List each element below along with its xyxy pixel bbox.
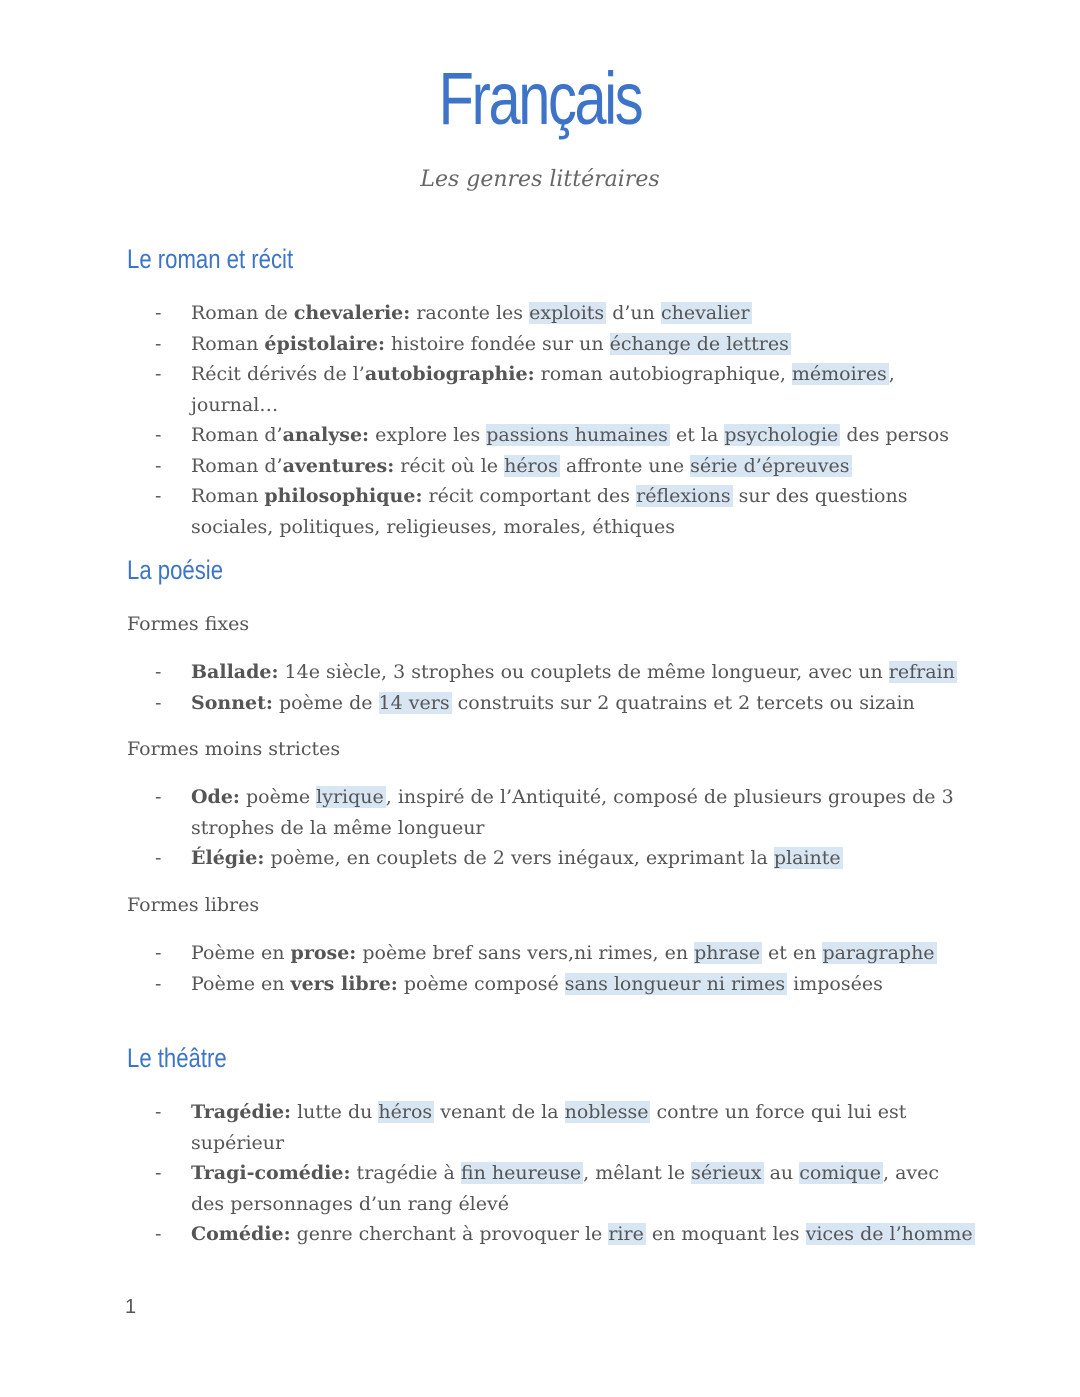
- term-bold: analyse:: [282, 424, 370, 446]
- highlighted-text: héros: [504, 454, 558, 477]
- highlighted-text: sérieux: [691, 1162, 762, 1184]
- item-text: imposées: [787, 972, 883, 995]
- item-text: Roman: [191, 332, 265, 355]
- list-formes-libres: [155, 938, 975, 999]
- item-text: contre un force qui lui est supérieur: [191, 1101, 907, 1154]
- page-title: Français: [438, 57, 642, 140]
- item-text: poème composé: [397, 972, 565, 995]
- highlighted-text: réflexions: [636, 485, 731, 507]
- term-bold: Ballade:: [191, 661, 279, 683]
- list-item: [155, 1097, 975, 1158]
- item-text: et la: [669, 424, 725, 446]
- term-bold: vers libre:: [290, 972, 398, 995]
- item-text: genre cherchant à provoquer le: [290, 1223, 609, 1245]
- item-text: histoire fondée sur un: [384, 332, 610, 355]
- list-roman: [155, 298, 975, 542]
- item-text: Poème en: [191, 942, 291, 964]
- term-bold: Tragi-comédie:: [191, 1162, 351, 1184]
- item-text: récit comportant des: [422, 485, 637, 507]
- highlighted-text: vices de l’homme: [805, 1223, 973, 1245]
- item-text: , inspiré de l’Antiquité, composé de plusieurs groupes de 3 strophes de la même longueur: [191, 786, 954, 839]
- item-text: Poème en: [191, 972, 291, 995]
- item-text: en moquant les: [645, 1223, 806, 1245]
- item-text: Roman de: [191, 302, 294, 324]
- subheading-formes-fixes: Formes fixes: [127, 613, 250, 635]
- list-formes-fixes: [155, 657, 975, 718]
- item-text: 14e siècle, 3 strophes ou couplets de même longueur, avec un: [278, 661, 889, 683]
- page-number: 1: [125, 1296, 137, 1318]
- item-text: construits sur 2 quatrains et 2 tercets ou sizain: [451, 691, 915, 714]
- item-text: affronte une: [559, 454, 691, 477]
- item-text: Récit dérivés de l’: [191, 363, 365, 385]
- item-text: roman autobiographique,: [534, 363, 792, 385]
- page-subtitle: Les genres littéraires: [420, 167, 660, 192]
- highlighted-text: sans longueur ni rimes: [564, 972, 786, 995]
- item-text: Roman d’: [191, 424, 283, 446]
- highlighted-text: échange de lettres: [609, 332, 789, 355]
- list-item: [155, 481, 975, 542]
- list-item: [155, 782, 975, 843]
- highlighted-text: plainte: [773, 847, 841, 869]
- highlighted-text: phrase: [694, 942, 760, 964]
- item-text: d’un: [606, 302, 661, 324]
- highlighted-text: exploits: [529, 302, 605, 324]
- term-bold: Élégie:: [191, 847, 265, 869]
- item-text: venant de la: [434, 1101, 565, 1123]
- term-bold: Comédie:: [191, 1223, 291, 1245]
- item-text: , journal…: [191, 363, 895, 416]
- term-bold: Sonnet:: [191, 691, 273, 714]
- item-text: Roman d’: [191, 454, 283, 477]
- highlighted-text: comique: [799, 1162, 882, 1184]
- list-item: [155, 969, 975, 1000]
- term-bold: Ode:: [191, 786, 240, 808]
- list-item: [155, 938, 975, 969]
- highlighted-text: fin heureuse: [460, 1162, 582, 1184]
- term-bold: Tragédie:: [191, 1101, 292, 1123]
- highlighted-text: série d’épreuves: [690, 454, 850, 477]
- list-item: [155, 359, 975, 420]
- term-bold: philosophique:: [264, 485, 423, 507]
- item-text: récit où le: [394, 454, 505, 477]
- list-item: [155, 657, 975, 688]
- item-text: , avec des personnages d’un rang élevé: [191, 1162, 940, 1215]
- list-theatre: [155, 1097, 975, 1250]
- term-bold: prose:: [290, 942, 357, 964]
- item-text: , mêlant le: [583, 1162, 692, 1184]
- subheading-formes-moins-strictes: Formes moins strictes: [127, 738, 341, 760]
- highlighted-text: lyrique: [316, 786, 384, 808]
- item-text: lutte du: [291, 1101, 379, 1123]
- highlighted-text: 14 vers: [378, 691, 450, 714]
- section-heading-poesie: La poésie: [127, 555, 224, 585]
- term-bold: épistolaire:: [264, 332, 385, 355]
- highlighted-text: rire: [608, 1223, 644, 1245]
- item-text: et en: [761, 942, 823, 964]
- highlighted-text: noblesse: [564, 1101, 649, 1123]
- subheading-formes-libres: Formes libres: [127, 894, 260, 916]
- term-bold: autobiographie:: [364, 363, 535, 385]
- item-text: poème bref sans vers,ni rimes, en: [356, 942, 695, 964]
- highlighted-text: chevalier: [660, 302, 750, 324]
- item-text: au: [763, 1162, 800, 1184]
- highlighted-text: passions humaines: [486, 424, 668, 446]
- item-text: poème de: [272, 691, 379, 714]
- highlighted-text: mémoires: [791, 363, 887, 385]
- highlighted-text: psychologie: [724, 424, 839, 446]
- highlighted-text: paragraphe: [822, 942, 935, 964]
- item-text: poème: [239, 786, 317, 808]
- term-bold: aventures:: [282, 454, 395, 477]
- item-text: sur des questions sociales, politiques, religieuses, morales, éthiques: [191, 485, 908, 538]
- item-text: tragédie à: [350, 1162, 461, 1184]
- item-text: raconte les: [410, 302, 530, 324]
- list-formes-moins-strictes: [155, 782, 975, 874]
- list-item: [155, 1219, 975, 1250]
- highlighted-text: héros: [378, 1101, 433, 1123]
- list-item: [155, 451, 975, 482]
- item-text: explore les: [369, 424, 487, 446]
- term-bold: chevalerie:: [293, 302, 411, 324]
- item-text: des persos: [840, 424, 949, 446]
- section-heading-theatre: Le théâtre: [127, 1043, 227, 1073]
- list-item: [155, 420, 975, 451]
- item-text: Roman: [191, 485, 265, 507]
- list-item: [155, 298, 975, 329]
- list-item: [155, 329, 975, 360]
- highlighted-text: refrain: [888, 661, 955, 683]
- list-item: [155, 1158, 975, 1219]
- list-item: [155, 688, 975, 719]
- list-item: [155, 843, 975, 874]
- section-heading-roman: Le roman et récit: [127, 244, 294, 274]
- item-text: poème, en couplets de 2 vers inégaux, exprimant la: [264, 847, 774, 869]
